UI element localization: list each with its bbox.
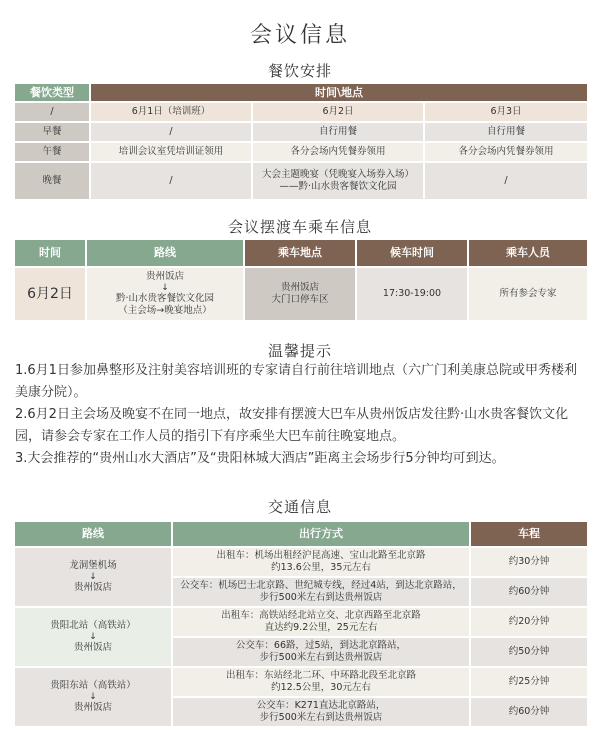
dining-cell: 6月2日 [253,103,423,121]
bus-line-1: 公交车：K271直达北京路站， [256,700,386,711]
taxi-line-1: 出租车：东站经北二环、中环路北段至北京路 [225,670,416,681]
traffic-header: 路线 [15,522,171,546]
traffic-duration: 约25分钟 [471,668,587,696]
dining-col-time: 时间\地点 [91,84,587,101]
traffic-duration: 约30分钟 [471,548,587,576]
traffic-duration: 约60分钟 [471,698,587,726]
route-from: 贵阳东站（高铁站） [50,680,136,691]
traffic-duration: 约50分钟 [471,638,587,666]
traffic-header: 车程 [471,522,587,546]
traffic-route [15,548,171,606]
shuttle-header: 候车时间 [357,240,467,266]
taxi-line-2: 约13.6公里，35元左右 [271,562,371,573]
dining-cell: / [91,123,251,141]
bus-line-1: 公交车：66路，过5站，到达北京路站， [235,640,407,651]
traffic-duration: 约60分钟 [471,578,587,606]
shuttle-place [245,268,355,320]
traffic-duration: 约20分钟 [471,608,587,636]
shuttle-header: 路线 [87,240,243,266]
route-to: 贵州饭店 [73,702,112,713]
tip-item-3: 3.大会推荐的“贵州山水大酒店”及“贵阳林城大酒店”距离主会场步行5分钟均可到达。 [15,451,505,466]
traffic-heading: 交通信息 [267,498,332,516]
tips-heading: 温馨提示 [267,342,332,360]
shuttle-route-note: （主会场→晚宴地点） [118,305,212,316]
dining-type-cell: 晚餐 [15,163,89,199]
shuttle-header: 乘车人员 [469,240,587,266]
dining-dinner-cell [253,163,423,199]
bus-line-2: 步行500米左右到达贵州饭店 [259,712,383,723]
route-from: 龙洞堡机场 [69,560,117,571]
traffic-bus [173,578,469,606]
dinner-line-1: 大会主题晚宴（凭晚宴入场券入场） [261,169,414,180]
dining-col-type: 餐饮类型 [15,84,89,101]
down-arrow-icon: ↓ [89,632,97,642]
shuttle-table [13,238,589,322]
route-from: 贵阳北站（高铁站） [50,620,136,631]
taxi-line-1: 出租车：机场出租经沪昆高速、宝山北路至北京路 [216,550,426,561]
page-title: 会议信息 [249,23,350,48]
shuttle-time: 6月2日 [15,268,85,320]
down-arrow-icon: ↓ [89,692,97,702]
bus-line-1: 公交车：机场巴士北京路、世纪城专线，经过4站，到达北京路站， [180,580,462,591]
down-arrow-icon: ↓ [89,572,97,582]
shuttle-people: 所有参会专家 [469,268,587,320]
taxi-line-1: 出租车：高铁站经北站立交、北京西路至北京路 [221,610,421,621]
dining-cell: / [91,163,251,199]
traffic-route [15,608,171,666]
route-to: 贵州饭店 [73,642,112,653]
dining-type-cell: 午餐 [15,143,89,161]
tip-item-1: 1.6月1日参加鼻整形及注射美容培训班的专家请自行前往培训地点（六广门利美康总院或甲秀楼利美康分院）。 [15,363,577,400]
traffic-route [15,668,171,726]
shuttle-header: 乘车地点 [245,240,355,266]
dinner-line-2: ——黔·山水贵客餐饮文化园 [279,181,397,192]
down-arrow-icon: ↓ [161,283,169,293]
dining-heading: 餐饮安排 [267,62,332,80]
shuttle-place-line-2: 大门口停车区 [271,294,329,305]
shuttle-wait: 17:30-19:00 [357,268,467,320]
dining-cell: 各分会场内凭餐券领用 [425,143,587,161]
route-to: 贵州饭店 [73,582,112,593]
traffic-taxi [173,668,469,696]
bus-line-2: 步行500米左右到达贵州饭店 [259,652,383,663]
taxi-line-2: 约12.5公里，30元左右 [271,682,371,693]
shuttle-route [87,268,243,320]
dining-table [13,82,589,201]
dining-cell: 培训会议室凭培训证领用 [91,143,251,161]
shuttle-route-to: 黔·山水贵客餐饮文化园 [115,293,215,304]
traffic-table [13,520,589,728]
traffic-taxi [173,608,469,636]
shuttle-header: 时间 [15,240,85,266]
dining-cell: 各分会场内凭餐券领用 [253,143,423,161]
dining-cell: 自行用餐 [253,123,423,141]
taxi-line-2: 直达约9.2公里，25元左右 [264,622,378,633]
tip-item-2: 2.6月2日主会场及晚宴不在同一地点，故安排有摆渡大巴车从贵州饭店发往黔·山水贵客餐饮文化园，请参会专家在工作人员的指引下有序乘坐大巴车前往晚宴地点。 [15,407,569,444]
traffic-bus [173,698,469,726]
traffic-bus [173,638,469,666]
dining-type-cell: / [15,103,89,121]
shuttle-place-line-1: 贵州饭店 [280,282,319,293]
dining-cell: / [425,163,587,199]
dining-cell: 6月3日 [425,103,587,121]
dining-cell: 自行用餐 [425,123,587,141]
shuttle-route-from: 贵州饭店 [145,271,184,282]
dining-type-cell: 早餐 [15,123,89,141]
traffic-taxi [173,548,469,576]
traffic-header: 出行方式 [173,522,469,546]
bus-line-2: 步行500米左右到达贵州饭店 [259,592,383,603]
shuttle-heading: 会议摆渡车乘车信息 [227,218,372,236]
dining-cell: 6月1日（培训班） [91,103,251,121]
